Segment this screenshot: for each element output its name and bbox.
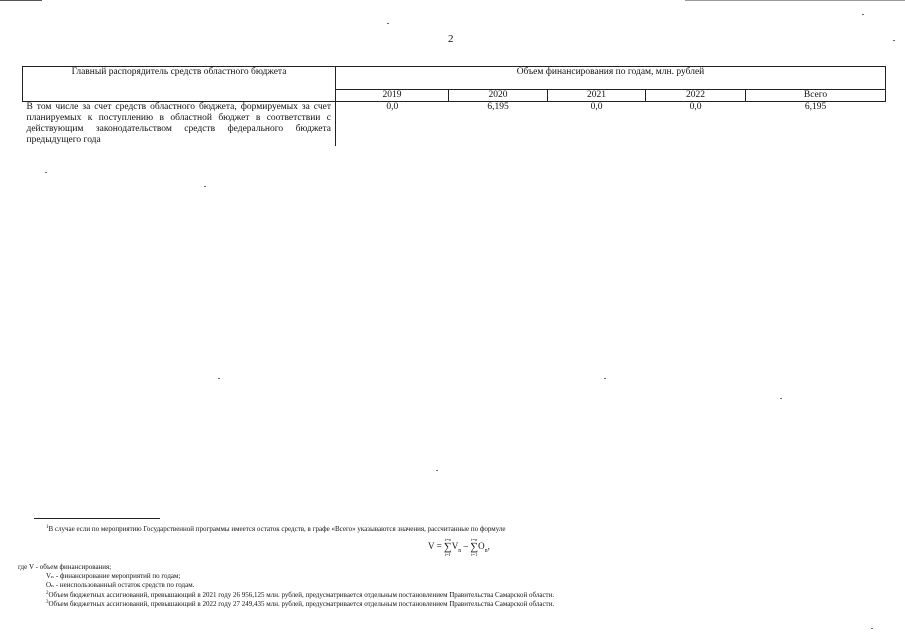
row-value-2019: 0,0 (386, 102, 399, 112)
scan-speck (387, 23, 389, 24)
scan-speck (604, 378, 606, 379)
footnote-marker: 1 (46, 525, 49, 530)
scan-speck (780, 398, 782, 399)
sum-symbol: i=n ∑ i=1 (470, 537, 479, 557)
footnote-1 (46, 524, 506, 533)
scan-speck (862, 14, 864, 15)
formula-term-o: O (478, 541, 485, 552)
page-number: 2 (448, 33, 454, 45)
table-header-row (23, 67, 886, 90)
row-value-2021: 0,0 (590, 102, 603, 112)
year-header: 2022 (646, 90, 746, 102)
header-financing-volume: Объем финансирования по годам, млн. рублей (336, 67, 886, 90)
row-value-total: 6,195 (804, 102, 827, 112)
financing-table (22, 66, 886, 146)
year-header: 2020 (449, 90, 548, 102)
footnote-marker: 2 (46, 591, 49, 596)
row-description: В том числе за счет средств областного бюджета, формируемых за счет планируемых к поступлению в областной бюджет в соответствии с действующим законодательством средств федерального бюджета предыдущего года (23, 102, 336, 147)
definition-v: где V - объем финансирования; (18, 563, 112, 571)
formula-term-v: V (451, 541, 459, 552)
footnote-text: В случае если по мероприятию Государственной программы имеется остаток средств, в графе «Всего» указываются значения, рассчитанные по формуле (48, 525, 506, 533)
footnote-2 (46, 590, 554, 599)
scan-speck (45, 172, 47, 173)
footnote-separator (34, 518, 160, 519)
scan-speck (204, 186, 206, 187)
footnote-text: Объем бюджетных ассигнований, превышающий в 2022 году 27 249,435 млн. рублей, предусматривается отдельным постановлением Правительства Самарской области. (48, 600, 555, 608)
formula-minus: – (463, 541, 469, 552)
footnote-marker: 3 (46, 600, 49, 605)
scan-speck (871, 628, 873, 629)
year-header: 2021 (548, 90, 646, 102)
footnote-3 (46, 599, 554, 608)
scan-speck (218, 378, 220, 379)
definition-vn: Vₙ - финансирование мероприятий по годам; (46, 572, 181, 580)
scan-edge-line (0, 0, 42, 1)
year-header: 2019 (336, 90, 449, 102)
header-budget-manager: Главный распорядитель средств областного бюджета (23, 67, 336, 102)
footnote-text: Объем бюджетных ассигнований, превышающий в 2021 году 26 956,125 млн. рублей, предусматривается отдельным постановлением Правительства Самарской области. (48, 591, 555, 599)
total-header: Всего (746, 90, 886, 102)
definition-on: Oₙ - неиспользованный остаток средств по годам. (46, 581, 195, 589)
formula: V = i=n ∑ i=1 $V_n$ – i=n ∑ i=1 $O_n$, (428, 537, 490, 557)
formula-lhs: V = (428, 541, 442, 552)
sum-symbol: i=n ∑ i=1 (443, 537, 452, 557)
row-value-2020: 6,195 (487, 102, 509, 112)
table-row (23, 102, 886, 147)
scan-edge-line (685, 0, 905, 1)
row-value-2022: 0,0 (689, 102, 702, 112)
scan-speck (893, 40, 895, 41)
scan-speck (436, 470, 438, 471)
